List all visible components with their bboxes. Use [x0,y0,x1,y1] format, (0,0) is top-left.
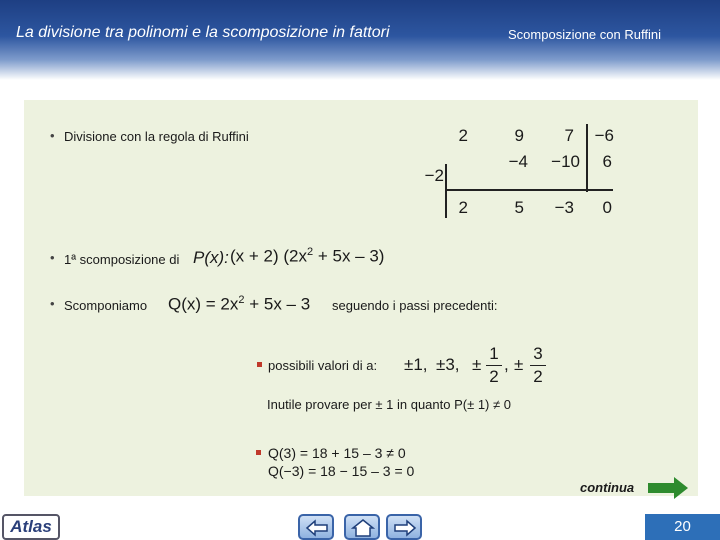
coefficient: 7 [564,126,574,145]
plus-minus-sign: ± [472,355,482,374]
evaluation-line-2: Q(−3) = 18 − 15 – 3 = 0 [268,463,415,479]
coefficient: 2 [458,126,468,145]
coefficient: −6 [594,126,614,145]
header-title: La divisione tra polinomi e la scomposizione in fattori [16,24,390,41]
coefficient: 9 [514,126,524,145]
product: −4 [508,152,528,171]
qx-expression: $Q(x) = 2x^2 + 5x - 3$ [168,294,311,314]
value-pm3: ±3, [436,355,460,374]
header-bar [0,0,720,80]
px-label: P(x): [193,248,229,267]
fraction-three-halves: 3 2 [530,344,546,387]
ruffini-root: −2 [424,166,444,185]
sub-bullet-square [256,450,261,455]
bullet-dot: • [50,296,55,311]
bullet-dot: • [50,250,55,265]
decompose-suffix-text: seguendo i passi precedenti: [332,298,498,313]
bullet-text-decompose: Scomponiamo [64,298,148,313]
home-icon [351,519,375,537]
note-text: Inutile provare per ± 1 in quanto P(± 1) ≠ 0 [267,397,511,412]
value-pm1: ±1, [404,355,428,374]
arrow-left-icon [305,519,329,537]
result: −3 [554,198,574,217]
prev-button[interactable] [298,514,334,540]
product: 6 [602,152,612,171]
atlas-logo: Atlas [2,514,60,540]
continue-arrow-icon[interactable] [648,477,688,499]
continua-label: continua [580,480,635,495]
next-button[interactable] [386,514,422,540]
bullet-text-first-factorization: 1ª scomposizione di [64,252,180,267]
comma-separator: , [504,355,509,374]
result: 0 [602,198,612,217]
sub-bullet-square [257,362,262,367]
home-button[interactable] [344,514,380,540]
bullet-dot: • [50,128,55,143]
result: 5 [514,198,524,217]
page-number: 20 [645,514,720,540]
evaluation-line-1: Q(3) = 18 + 15 – 3 ≠ 0 [268,445,406,461]
header-section-title: Scomposizione con Ruffini [508,27,661,42]
factored-expression: (x + 2) $(2x^2 + 5x - 3)$ [230,246,385,266]
possible-values-label: possibili valori di a: [268,358,378,373]
result: 2 [458,198,468,217]
plus-minus-sign: ± [514,355,524,374]
ruffini-right-divider [586,124,588,192]
ruffini-horizontal-divider [445,189,613,191]
bullet-text-ruffini: Divisione con la regola di Ruffini [64,129,249,144]
ruffini-left-divider [445,164,447,218]
fraction-one-half: 1 2 [486,344,502,387]
arrow-right-icon [393,519,417,537]
product: −10 [551,152,580,171]
